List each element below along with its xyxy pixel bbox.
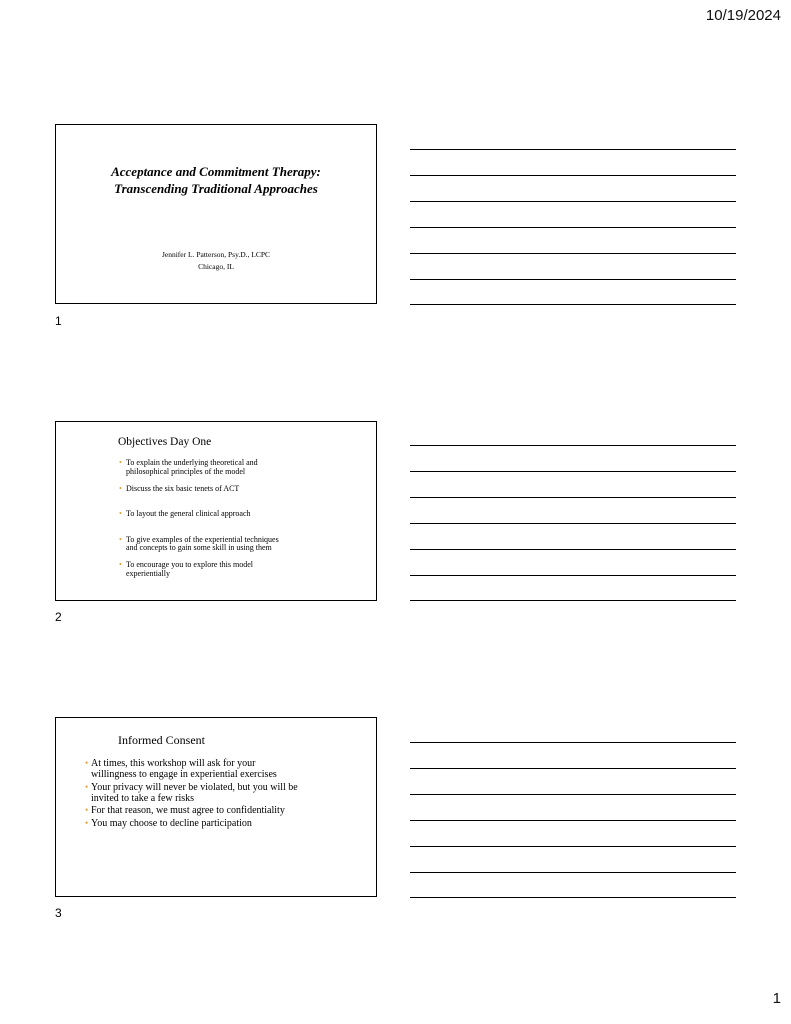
slide-3	[55, 717, 377, 897]
list-item-line: willingness to engage in experiential exercises	[91, 769, 277, 780]
notes-line	[410, 201, 736, 202]
notes-line	[410, 872, 736, 873]
notes-line	[410, 227, 736, 228]
slide-title-line-2: Transcending Traditional Approaches	[114, 181, 318, 196]
slide-title	[56, 163, 376, 197]
list-item	[85, 758, 355, 780]
list-item	[85, 805, 355, 816]
list-item-line: To layout the general clinical approach	[126, 509, 251, 518]
notes-line	[410, 149, 736, 150]
list-item	[119, 536, 339, 562]
notes-line	[410, 497, 736, 498]
list-item	[85, 818, 355, 829]
notes-line	[410, 471, 736, 472]
notes-line	[410, 549, 736, 550]
list-item-line: To encourage you to explore this model	[126, 560, 253, 569]
bullet-icon: •	[85, 805, 89, 815]
notes-line	[410, 820, 736, 821]
bullet-list	[85, 758, 355, 830]
slide-title-line-1: Acceptance and Commitment Therapy:	[111, 164, 321, 179]
bullet-icon: •	[85, 781, 89, 792]
list-item-line: and concepts to gain some skill in using them	[126, 543, 272, 552]
notes-line	[410, 253, 736, 254]
notes-line	[410, 304, 736, 305]
notes-line	[410, 575, 736, 576]
list-item-line: To give examples of the experiential techniques	[126, 534, 279, 544]
slide-1	[55, 124, 377, 304]
list-item-line: Discuss the six basic tenets of ACT	[126, 483, 240, 493]
bullet-icon: •	[85, 758, 89, 768]
bullet-icon: •	[119, 534, 122, 544]
list-item-line: experientially	[126, 568, 170, 578]
bullet-icon: •	[85, 817, 89, 828]
bullet-icon: •	[119, 483, 122, 493]
slide-author-block	[56, 249, 376, 273]
list-item-line: To explain the underlying theoretical and	[126, 458, 258, 467]
page-number: 1	[772, 990, 781, 1007]
notes-line	[410, 846, 736, 847]
print-date: 10/19/2024	[705, 7, 781, 24]
slide-2	[55, 421, 377, 601]
slide-heading: Objectives Day One	[118, 436, 212, 448]
notes-line	[410, 523, 736, 524]
bullet-icon: •	[119, 560, 122, 569]
slide-number-2: 2	[55, 610, 62, 624]
list-item-line: For that reason, we must agree to confidentiality	[91, 805, 285, 816]
list-item-line: At times, this workshop will ask for your	[91, 758, 256, 769]
notes-line	[410, 897, 736, 898]
notes-line	[410, 600, 736, 601]
list-item-line: philosophical principles of the model	[126, 466, 246, 476]
notes-line	[410, 445, 736, 446]
slide-number-1: 1	[55, 314, 62, 328]
list-item-line: You may choose to decline participation	[91, 817, 252, 829]
slide-heading: Informed Consent	[118, 733, 205, 747]
author-name: Jennifer L. Patterson, Psy.D., LCPC	[161, 250, 271, 259]
bullet-icon: •	[119, 458, 122, 467]
notes-line	[410, 794, 736, 795]
list-item	[119, 485, 339, 511]
list-item	[119, 561, 339, 587]
notes-line	[410, 742, 736, 743]
list-item-line: invited to take a few risks	[91, 792, 195, 804]
notes-line	[410, 279, 736, 280]
slide-number-3: 3	[55, 906, 62, 920]
notes-line	[410, 175, 736, 176]
list-item	[85, 782, 355, 804]
author-location: Chicago, IL	[198, 262, 234, 271]
list-item	[119, 459, 339, 485]
list-item-line: Your privacy will never be violated, but you will be	[91, 781, 298, 793]
list-item	[119, 510, 339, 536]
bullet-icon: •	[119, 509, 122, 518]
bullet-list	[119, 459, 339, 587]
notes-line	[410, 768, 736, 769]
